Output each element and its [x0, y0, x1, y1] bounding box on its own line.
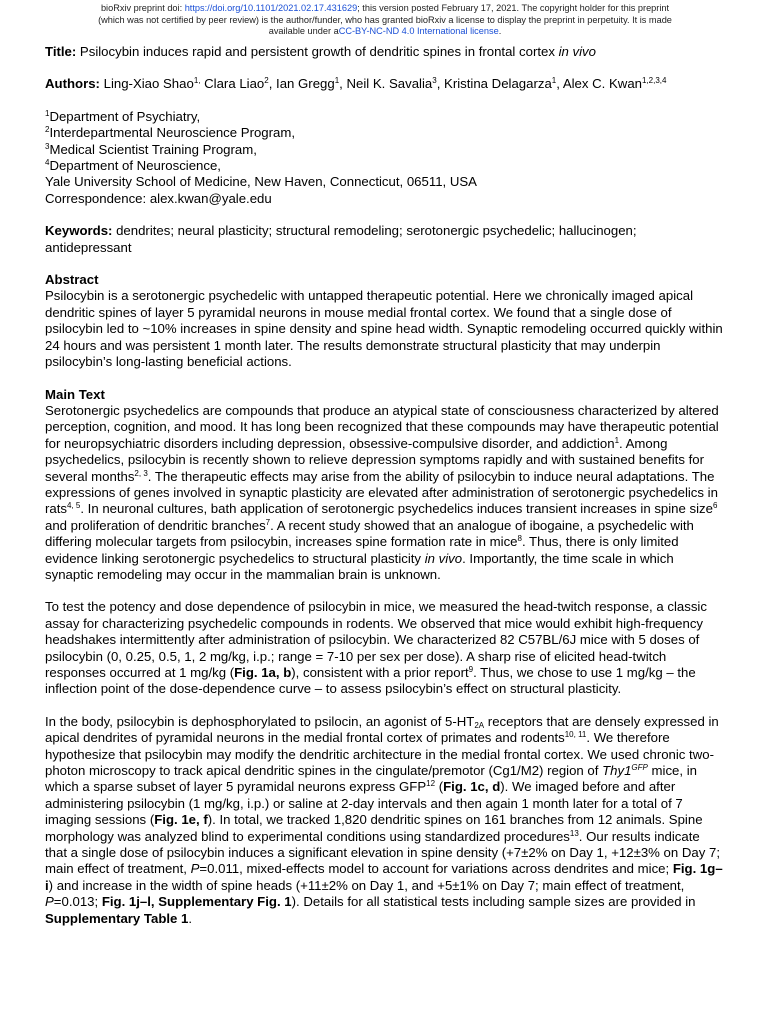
doi-link[interactable]: https://doi.org/10.1101/2021.02.17.431629 [184, 3, 358, 13]
preprint-line-1: bioRxiv preprint doi: https://doi.org/10.1101/2021.02.17.431629; this version posted February 17, 2021. The copyright holder for this preprint [100, 3, 670, 13]
author: , Neil K. Savalia [339, 76, 433, 92]
main-paragraph-3: In the body, psilocybin is dephosphorylated to psilocin, an agonist of $5-HT_{2A}$ receptors that are densely expressed in apical dendrites of pyramidal neurons in the medial frontal cortex of primates and rodents$^{10, 11}$. We therefore hypothesize that psilocybin may modify the dendritic architecture in the medial frontal cortex. We used chronic two-photon microscopy to track apical dendritic spines in the cingulate/premotor (Cg1/M2) region of $Thy1^{GFP}$ mice, in which a sparse subset of layer 5 pyramidal neurons express GFP$^{12}$ (Fig. 1c, d). We imaged before and after administering psilocybin (1 mg/kg, i.p.) or saline at 2-day intervals and then again 1 month later for a total of 7 imaging sessions (Fig. 1e, f). In total, we tracked 1,820 dendritic spines on 161 branches from 12 animals. Spine morphology was analyzed blind to experimental conditions using standardized procedures$^{13}$. Our results indicate that a single dose of psilocybin induces a significant elevation in spine density (+7±2% on Day 1, +12±3% on Day 7; main effect of treatment, P=0.011, mixed-effects model to account for variations across dendrites and mice; Fig. 1g–i) and increase in the width of spine heads (+11±2% on Day 1, and +5±1% on Day 7; main effect of treatment, P=0.013; Fig. 1j–l, Supplementary Fig. 1). Details for all statistical tests including sample sizes are provided in Supplementary Table 1. [45, 713, 723, 926]
preprint-header [60, 3, 710, 38]
preprint-line-3: available under aCC-BY-NC-ND 4.0 International license. [268, 26, 502, 37]
correspondence: Correspondence: alex.kwan@yale.edu [45, 190, 272, 206]
main-text-heading: Main Text [45, 386, 105, 402]
license-link[interactable]: CC-BY-NC-ND 4.0 International license [338, 26, 499, 37]
preprint-line-2: (which was not certified by peer review) is the author/funder, who has granted bioRxiv a license to display the preprint in perpetuity. It is made [98, 14, 672, 25]
affiliation: $^4$Department of Neuroscience, [45, 158, 221, 174]
main-paragraph-2: To test the potency and dose dependence of psilocybin in mice, we measured the head-twitch response, a classic assay for characterizing psychedelic compounds in rodents. We observed that mice would exhibit high-frequency headshakes intermittently after administration of psilocybin. We characterized 82 C57BL/6J mice with 5 doses of psilocybin (0, 0.25, 0.5, 1, 2 mg/kg, i.p.; range = 7-10 per sex per dose). A sharp rise of elicited head-twitch responses occurred at 1 mg/kg (Fig. 1a, b), consistent with a prior report$^9$. Thus, we chose to use 1 mg/kg – the inflection point of the dose-dependence curve – to assess psilocybin’s effect on structural plasticity. [45, 599, 707, 697]
author: , Alex C. Kwan [556, 76, 642, 92]
author: , Kristina Delagarza [436, 76, 552, 92]
main-paragraph-1: Serotonergic psychedelics are compounds that produce an atypical state of consciousness characterized by altered perception, cognition, and mood. It has long been recognized that these compounds may have therapeutic potential for neuropsychiatric disorders including depression, obsessive-compulsive disorder, and addiction$^1$. Among psychedelics, psilocybin is recently shown to relieve depression symptoms rapidly and with sustained benefits for several months$^{2, 3}$. The therapeutic effects may arise from the ability of psilocybin to induce neural adaptations. The expressions of genes involved in synaptic plasticity are elevated after administration of serotonergic psychedelics in rats$^{4, 5}$. In neuronal cultures, bath application of serotonergic psychedelics induces transient increases in spine size$^6$ and proliferation of dendritic branches$^7$. A recent study showed that an analogue of ibogaine, a psychedelic with differing molecular targets from psilocybin, increases spine formation rate in mice$^8$. Thus, there is only limited evidence linking serotonergic psychedelics to structural plasticity in vivo. Importantly, the time scale in which synaptic remodeling may occur in the mammalian brain is unknown. [45, 402, 719, 582]
author: Ling-Xiao Shao [99, 76, 194, 92]
affiliation: $^2$Interdepartmental Neuroscience Program, [45, 125, 296, 141]
abstract-text: Psilocybin is a serotonergic psychedelic with untapped therapeutic potential. Here we chronically imaged apical dendritic spines of layer 5 pyramidal neurons in mouse medial frontal cortex. We found that a single dose of psilocybin led to ~10% increases in spine density and spine head width. Synaptic remodeling occurred quickly within 24 hours and was persistent 1 month later. The results demonstrate structural plasticity that may underpin psilocybin’s long-lasting beneficial actions. [45, 288, 723, 370]
author: , Ian Gregg [268, 76, 335, 92]
institution: Yale University School of Medicine, New Haven, Connecticut, 06511, USA [45, 174, 477, 190]
abstract-heading: Abstract [45, 272, 99, 288]
paper-body [45, 44, 725, 927]
affiliation: $^1$Department of Psychiatry, [45, 108, 201, 124]
author-list: Authors: Ling-Xiao Shao$^{1,}$ Clara Liao$^2$, Ian Gregg$^1$, Neil K. Savalia$^3$, Kristina Delagarza$^1$, Alex C. Kwan$^{1,2,3,4}$ [45, 76, 667, 92]
author: Clara Liao [200, 76, 265, 92]
paper-title: Title: Psilocybin induces rapid and persistent growth of dendritic spines in frontal cortex in vivo [45, 44, 596, 59]
affiliation: $^3$Medical Scientist Training Program, [45, 141, 257, 157]
keywords: Keywords: dendrites; neural plasticity; structural remodeling; serotonergic psychedelic; hallucinogen; antidepressant [45, 223, 637, 255]
affiliations [45, 109, 725, 207]
